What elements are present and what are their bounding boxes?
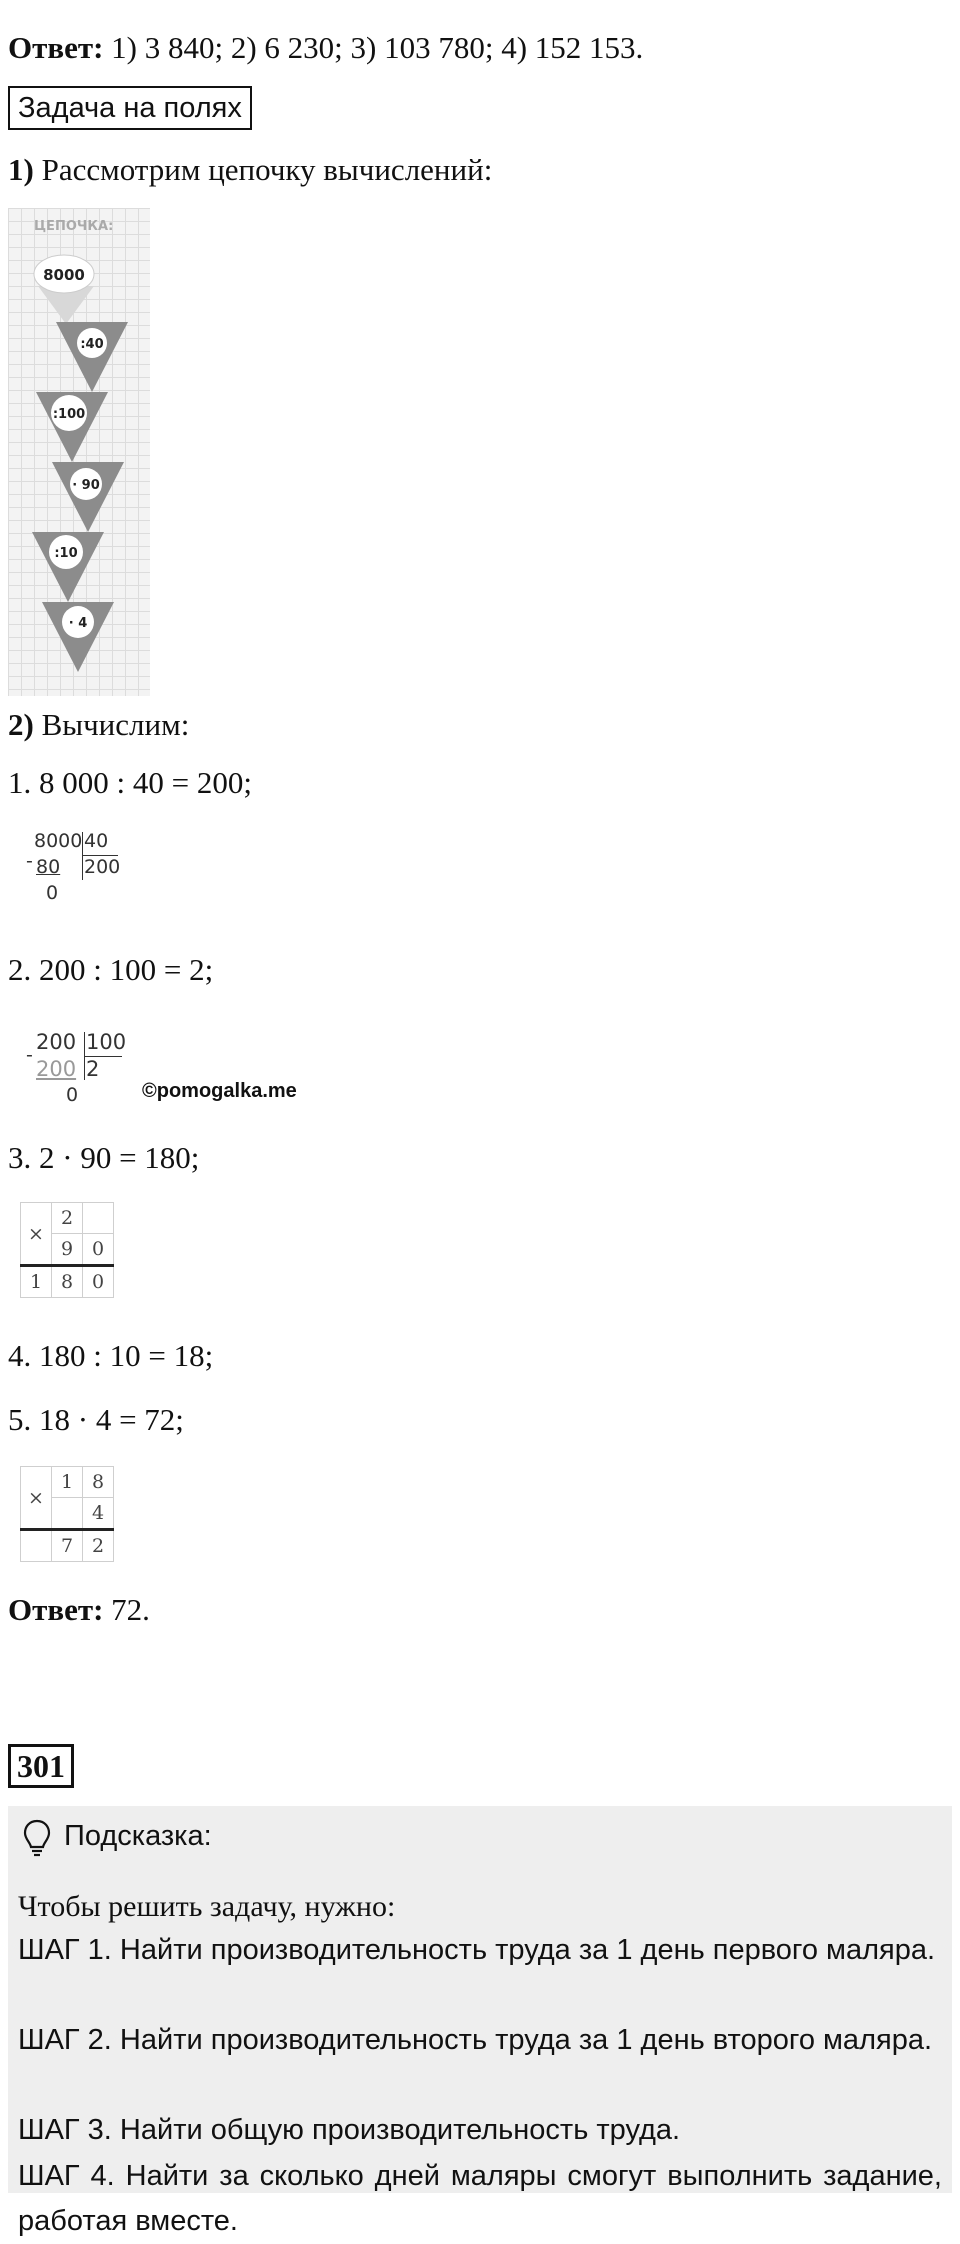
calculation-chain-figure <box>8 208 150 696</box>
dividend: 8000 <box>34 830 83 852</box>
division-bar <box>82 832 83 880</box>
hint-step-text: Найти общую производительность труда. <box>111 2114 681 2146</box>
remainder: 0 <box>66 1084 79 1106</box>
hint-step-label: ШАГ 2. <box>18 2024 112 2056</box>
part1-heading <box>8 150 492 190</box>
step-2: 2. 200 : 100 = 2; <box>8 952 214 987</box>
digit-cell: 0 <box>83 1266 114 1298</box>
minus-sign: - <box>26 1044 33 1066</box>
digit-cell <box>21 1530 52 1562</box>
digit-cell: 1 <box>52 1467 83 1498</box>
multiply-sign: × <box>21 1467 52 1530</box>
hint-step-label: ШАГ 1. <box>18 1934 112 1966</box>
digit-cell: 4 <box>83 1498 114 1530</box>
hint-step-text: Найти производительность труда за 1 день второго маляра. <box>111 2024 933 2056</box>
hint-step-1 <box>18 1928 942 1973</box>
chain-title: ЦЕПОЧКА: <box>34 219 114 234</box>
part2-text: Вычислим: <box>33 707 190 742</box>
chain-op: :10 <box>54 546 78 561</box>
chain-op: :40 <box>80 337 104 352</box>
lightbulb-icon <box>22 1818 52 1858</box>
subtrahend: 200 <box>36 1057 77 1081</box>
hint-step-3 <box>18 2108 942 2153</box>
hint-box <box>8 1806 952 2237</box>
step-5: 5. 18 · 4 = 72; <box>8 1402 184 1437</box>
digit-cell: 2 <box>52 1203 83 1234</box>
divisor: 40 <box>84 830 109 852</box>
subtrahend: 80 <box>36 856 61 878</box>
multiplication-table-1 <box>20 1202 114 1298</box>
hint-step-label: ШАГ 4. <box>18 2160 115 2192</box>
hint-title: Подсказка: <box>64 1820 212 1852</box>
digit-cell: 1 <box>21 1266 52 1298</box>
minus-sign: - <box>26 850 33 872</box>
hint-step-2 <box>18 2018 942 2063</box>
part2-number: 2) <box>8 707 34 742</box>
answer-label: Ответ: <box>8 30 104 65</box>
chain-start-value: 8000 <box>43 266 85 284</box>
multiply-sign: × <box>21 1203 52 1266</box>
digit-cell: 8 <box>83 1467 114 1498</box>
quotient: 200 <box>84 856 121 878</box>
divisor: 100 <box>86 1030 127 1054</box>
chain-op: · 90 <box>72 478 100 493</box>
long-division-2 <box>22 1030 142 1124</box>
answer-text: 1) 3 840; 2) 6 230; 3) 103 780; 4) 152 153. <box>103 30 644 65</box>
digit-cell <box>52 1498 83 1530</box>
hint-step-text: Найти за сколько дней маляры смогут выполнить задание, работая вместе. <box>18 2160 942 2237</box>
hint-intro: Чтобы решить задачу, нужно: <box>18 1890 396 1923</box>
chain-op: :100 <box>52 407 86 422</box>
hint-step-4 <box>18 2154 942 2237</box>
part2-heading <box>8 705 189 745</box>
part1-text: Рассмотрим цепочку вычислений: <box>33 152 493 187</box>
final-answer-line <box>8 1590 150 1630</box>
dividend: 200 <box>36 1030 77 1054</box>
step-4: 4. 180 : 10 = 18; <box>8 1338 214 1373</box>
digit-cell: 0 <box>83 1234 114 1266</box>
chain-op: · 4 <box>68 616 88 631</box>
digit-cell <box>83 1203 114 1234</box>
final-answer-text: 72. <box>103 1592 150 1627</box>
part1-number: 1) <box>8 152 34 187</box>
answer-line <box>8 28 643 68</box>
long-division-1 <box>22 830 132 924</box>
digit-cell: 8 <box>52 1266 83 1298</box>
digit-cell: 7 <box>52 1530 83 1562</box>
step-3: 3. 2 · 90 = 180; <box>8 1140 200 1175</box>
task-number: 301 <box>8 1744 74 1788</box>
multiplication-table-2 <box>20 1466 114 1562</box>
digit-cell: 9 <box>52 1234 83 1266</box>
step-1: 1. 8 000 : 40 = 200; <box>8 765 252 800</box>
hint-step-label: ШАГ 3. <box>18 2114 112 2146</box>
remainder: 0 <box>46 882 59 904</box>
quotient: 2 <box>86 1057 100 1081</box>
digit-cell: 2 <box>83 1530 114 1562</box>
watermark: ©pomogalka.me <box>142 1080 297 1102</box>
task-box-label: Задача на полях <box>8 86 252 130</box>
hint-step-text: Найти производительность труда за 1 день первого маляра. <box>111 1934 936 1966</box>
final-answer-label: Ответ: <box>8 1592 104 1627</box>
